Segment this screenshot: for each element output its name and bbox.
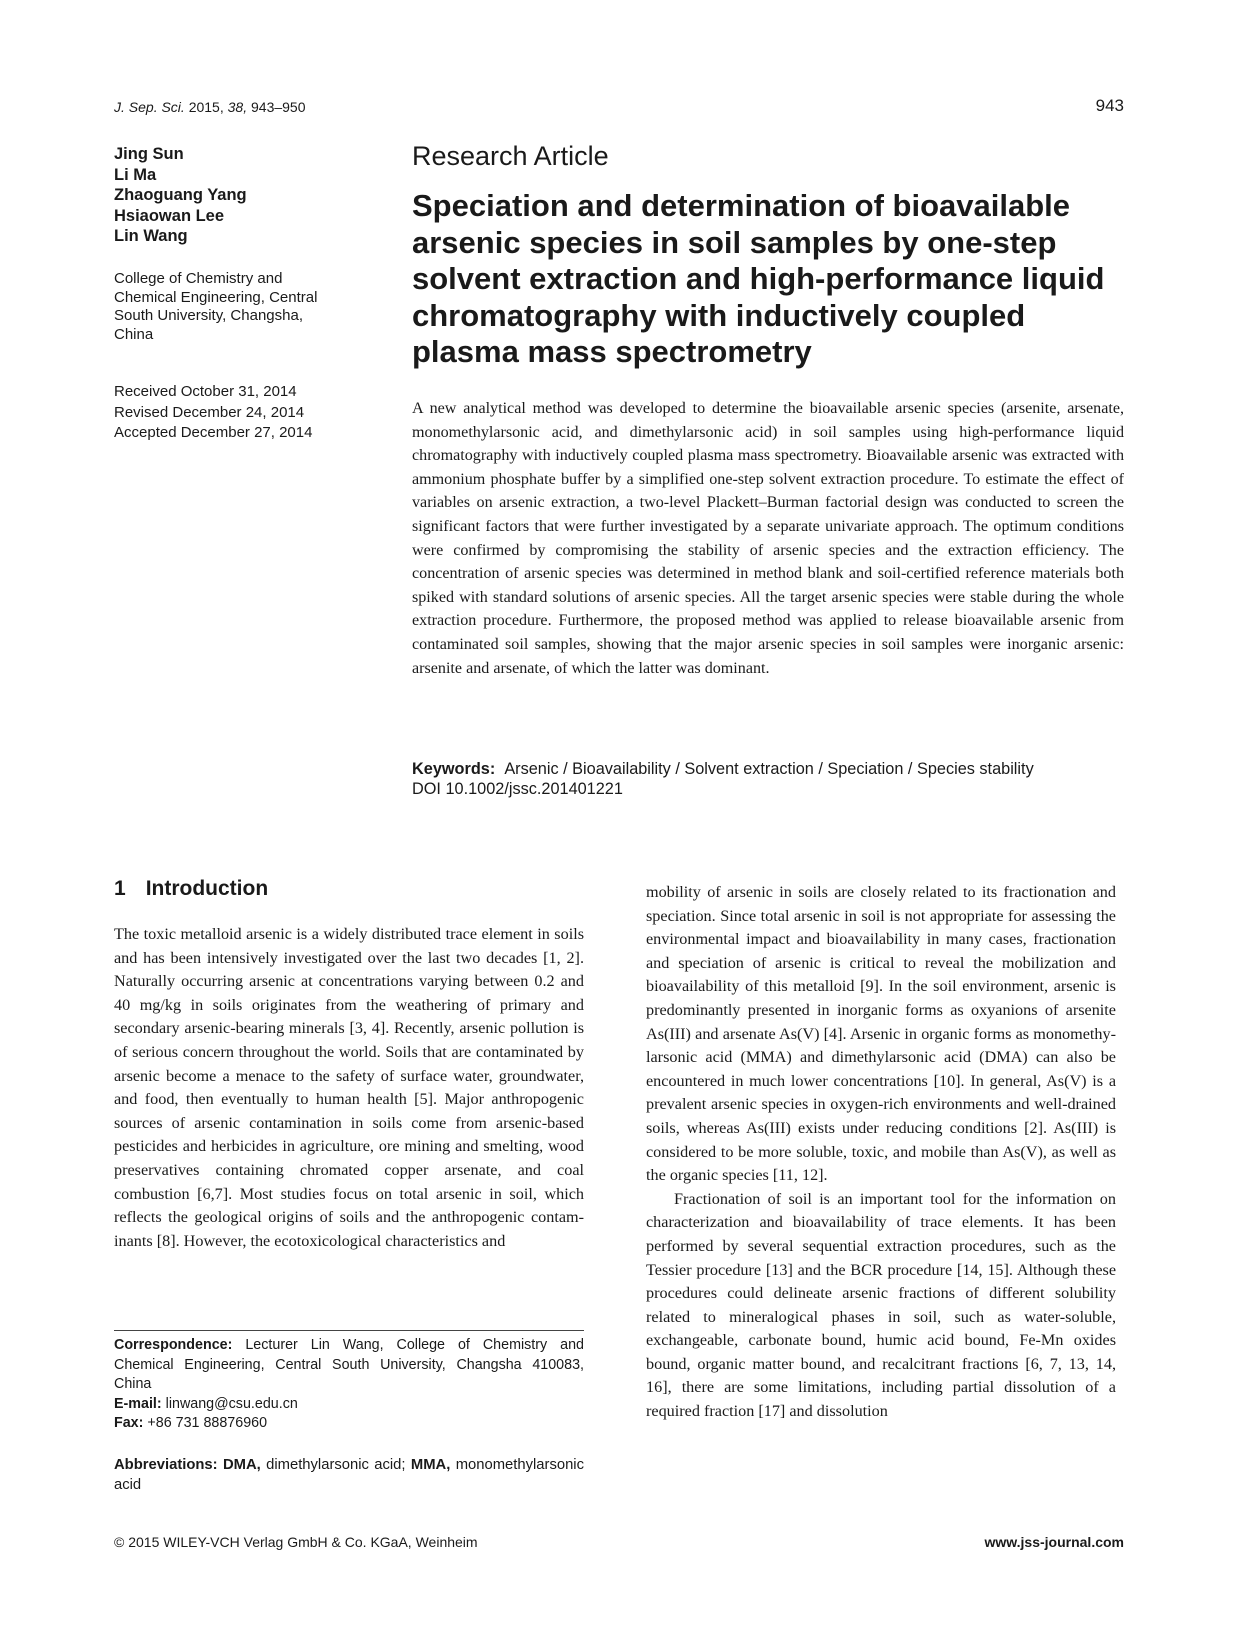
email-label: E-mail:	[114, 1395, 162, 1412]
keywords-block	[412, 760, 1124, 799]
keywords-line	[412, 760, 1124, 780]
author-name: Zhaoguang Yang	[114, 186, 247, 204]
journal-pages: 943–950	[251, 99, 306, 115]
fax-label: Fax:	[114, 1415, 144, 1431]
keywords-text: Arsenic / Bioavailability / Solvent extraction / Speciation / Species stability	[504, 760, 1034, 778]
abbreviations-note	[114, 1456, 584, 1495]
abbreviation-definition: monomethylarsonic acid	[114, 1457, 584, 1493]
author-name: Lin Wang	[114, 227, 188, 245]
journal-website-link[interactable]: www.jss-journal.com	[984, 1534, 1124, 1550]
correspondence-text: Lecturer Lin Wang, College of Chemistry and Chemical Engineering, Central South University, Changsha 410083, China	[114, 1337, 584, 1392]
section-number: 1	[114, 877, 126, 900]
correspondence-label: Correspondence:	[114, 1337, 233, 1353]
correspondence-address	[114, 1336, 584, 1395]
journal-volume: 38,	[227, 99, 248, 115]
email-line	[114, 1395, 584, 1415]
abbreviations-label: Abbreviations:	[114, 1457, 218, 1473]
email-address[interactable]: linwang@csu.edu.cn	[165, 1395, 298, 1412]
journal-year: 2015,	[188, 99, 224, 115]
revised-date: Revised December 24, 2014	[114, 403, 305, 421]
copyright-notice: © 2015 WILEY-VCH Verlag GmbH & Co. KGaA, Weinheim	[114, 1534, 478, 1550]
section-title: Introduction	[145, 877, 269, 900]
abbreviation-term: DMA,	[222, 1457, 261, 1473]
abbreviation-definition: dimethylarsonic acid;	[266, 1457, 406, 1473]
affiliation-line: South University, Changsha,	[114, 307, 303, 324]
author-name: Li Ma	[114, 165, 157, 184]
keywords-label: Keywords:	[412, 760, 496, 778]
page-number: 943	[1095, 96, 1124, 115]
author-list	[114, 144, 354, 247]
journal-abbrev: J. Sep. Sci.	[114, 99, 185, 115]
intro-paragraph-left: The toxic metalloid arsenic is a widely distributed trace element in soils and has been intensively investigated over the last two decades [1, 2]. Naturally occurring arsenic at concentrations varying between 0.2 and 40 mg/kg in soils originates from the weathering of primary and secondary arsenic-bearing minerals [3, 4]. Recently, arsenic pollution is of serious concern throughout the world. Soils that are contaminated by arsenic become a menace to the safety of surface water, groundwater, and food, then eventually to human health [5]. Major anthropogenic sources of arsenic contamination in soils come from arsenic-based pesticides and herbicides in agriculture, ore mining and smelting, wood preservatives containing chromated copper arsenate, and coal combustion [6,7]. Most studies focus on total arsenic in soil, which reflects the geological origins of soils and the anthropogenic contaminants [8]. However, the ecotoxicological characteristics and	[114, 925, 584, 1250]
doi[interactable]: DOI 10.1002/jssc.201401221	[412, 779, 623, 798]
article-type: Research Article	[412, 141, 609, 171]
affiliation	[114, 270, 364, 344]
section-heading	[114, 877, 268, 901]
footnote-divider	[114, 1330, 584, 1331]
affiliation-line: China	[114, 325, 154, 343]
affiliation-line: Chemical Engineering, Central	[114, 288, 318, 306]
journal-citation	[114, 99, 306, 115]
author-name: Jing Sun	[114, 145, 184, 163]
article-title: Speciation and determination of bioavailable arsenic species in soil samples by one-step solvent extraction and high-performance liquid chromatography with inductively coupled plasma mass spectrometry	[412, 188, 1105, 369]
fax-number: +86 731 88876960	[147, 1415, 268, 1431]
intro-paragraph-right-1: mobility of arsenic in soils are closely related to its fractionation and speciation. Since total arsenic in soil is not appropriate for assessing the environmental impact and bioavailability in many cases, fractionation and speciation of arsenic is critical to reveal the mobilization and bioavailability of this metalloid [9]. In the soil environment, arsenic is predominantly presented in inorganic forms as oxyanions of arsenite As(III) and arsenate As(V) [4]. Arsenic in organic forms as monomethylarsonic acid (MMA) and dimethylarsonic acid (DMA) can also be encountered in much lower concentrations [10]. In general, As(V) is a prevalent arsenic species in oxygen-rich environments and well-drained soils, whereas As(III) exists under reducing conditions [2]. As(III) is considered to be more soluble, toxic, and mobile than As(V), as well as the organic species [11, 12].	[646, 883, 1116, 1185]
intro-right-column	[646, 881, 1116, 1424]
page-footer	[114, 1534, 1124, 1554]
article-dates	[114, 382, 364, 444]
author-name: Hsiaowan Lee	[114, 206, 225, 225]
intro-paragraph-right-2: Fractionation of soil is an important tool for the information on characterization and bioavailability of trace elements. It has been performed by several sequential extraction procedures, such as the Tessier procedure [13] and the BCR procedure [14, 15]. Although these procedures could delineate arsenic fractions of different solubility related to mineralogical phases in soil, such as water-soluble, exchangeable, carbonate bound, humic acid bound, Fe-Mn oxides bound, organic matter bound, and recalcitrant fractions [6, 7, 13, 14, 16], there are some limitations, including partial dissolution of a required fraction [17] and dissolution	[646, 1189, 1116, 1421]
received-date: Received October 31, 2014	[114, 383, 297, 400]
affiliation-line: College of Chemistry and	[114, 270, 283, 287]
accepted-date: Accepted December 27, 2014	[114, 424, 313, 441]
fax-line	[114, 1414, 584, 1434]
abbreviation-term: MMA,	[410, 1457, 451, 1473]
abstract: A new analytical method was developed to determine the bioavailable arsenic species (arsenite, arsenate, monomethylarsonic acid, and dimethylarsonic acid) in soil samples using high-performance liquid chromatography with inductively coupled plasma mass spectrometry. Bioavailable arsenic was extracted with ammonium phosphate buffer by a simplified one-step solvent extraction procedure. To estimate the effect of variables on arsenic extraction, a two-level Plackett–Burman factorial design was conducted to screen the significant factors that were further investigated by a separate univariate approach. The optimum conditions were confirmed by compromising the stability of arsenic species and the extraction efficiency. The concentration of arsenic species was determined in method blank and soil-certified reference materials both spiked with standard solutions of arsenic species. All the target arsenic species were stable during the whole extraction procedure. Furthermore, the proposed method was applied to release bioavailable arsenic from contaminated soil samples, showing that the major arsenic species in soil samples were inorganic arsenic: arsenite and arsenate, of which the latter was dominant.	[412, 400, 1124, 677]
running-header	[114, 96, 1124, 118]
correspondence-note	[114, 1336, 584, 1434]
